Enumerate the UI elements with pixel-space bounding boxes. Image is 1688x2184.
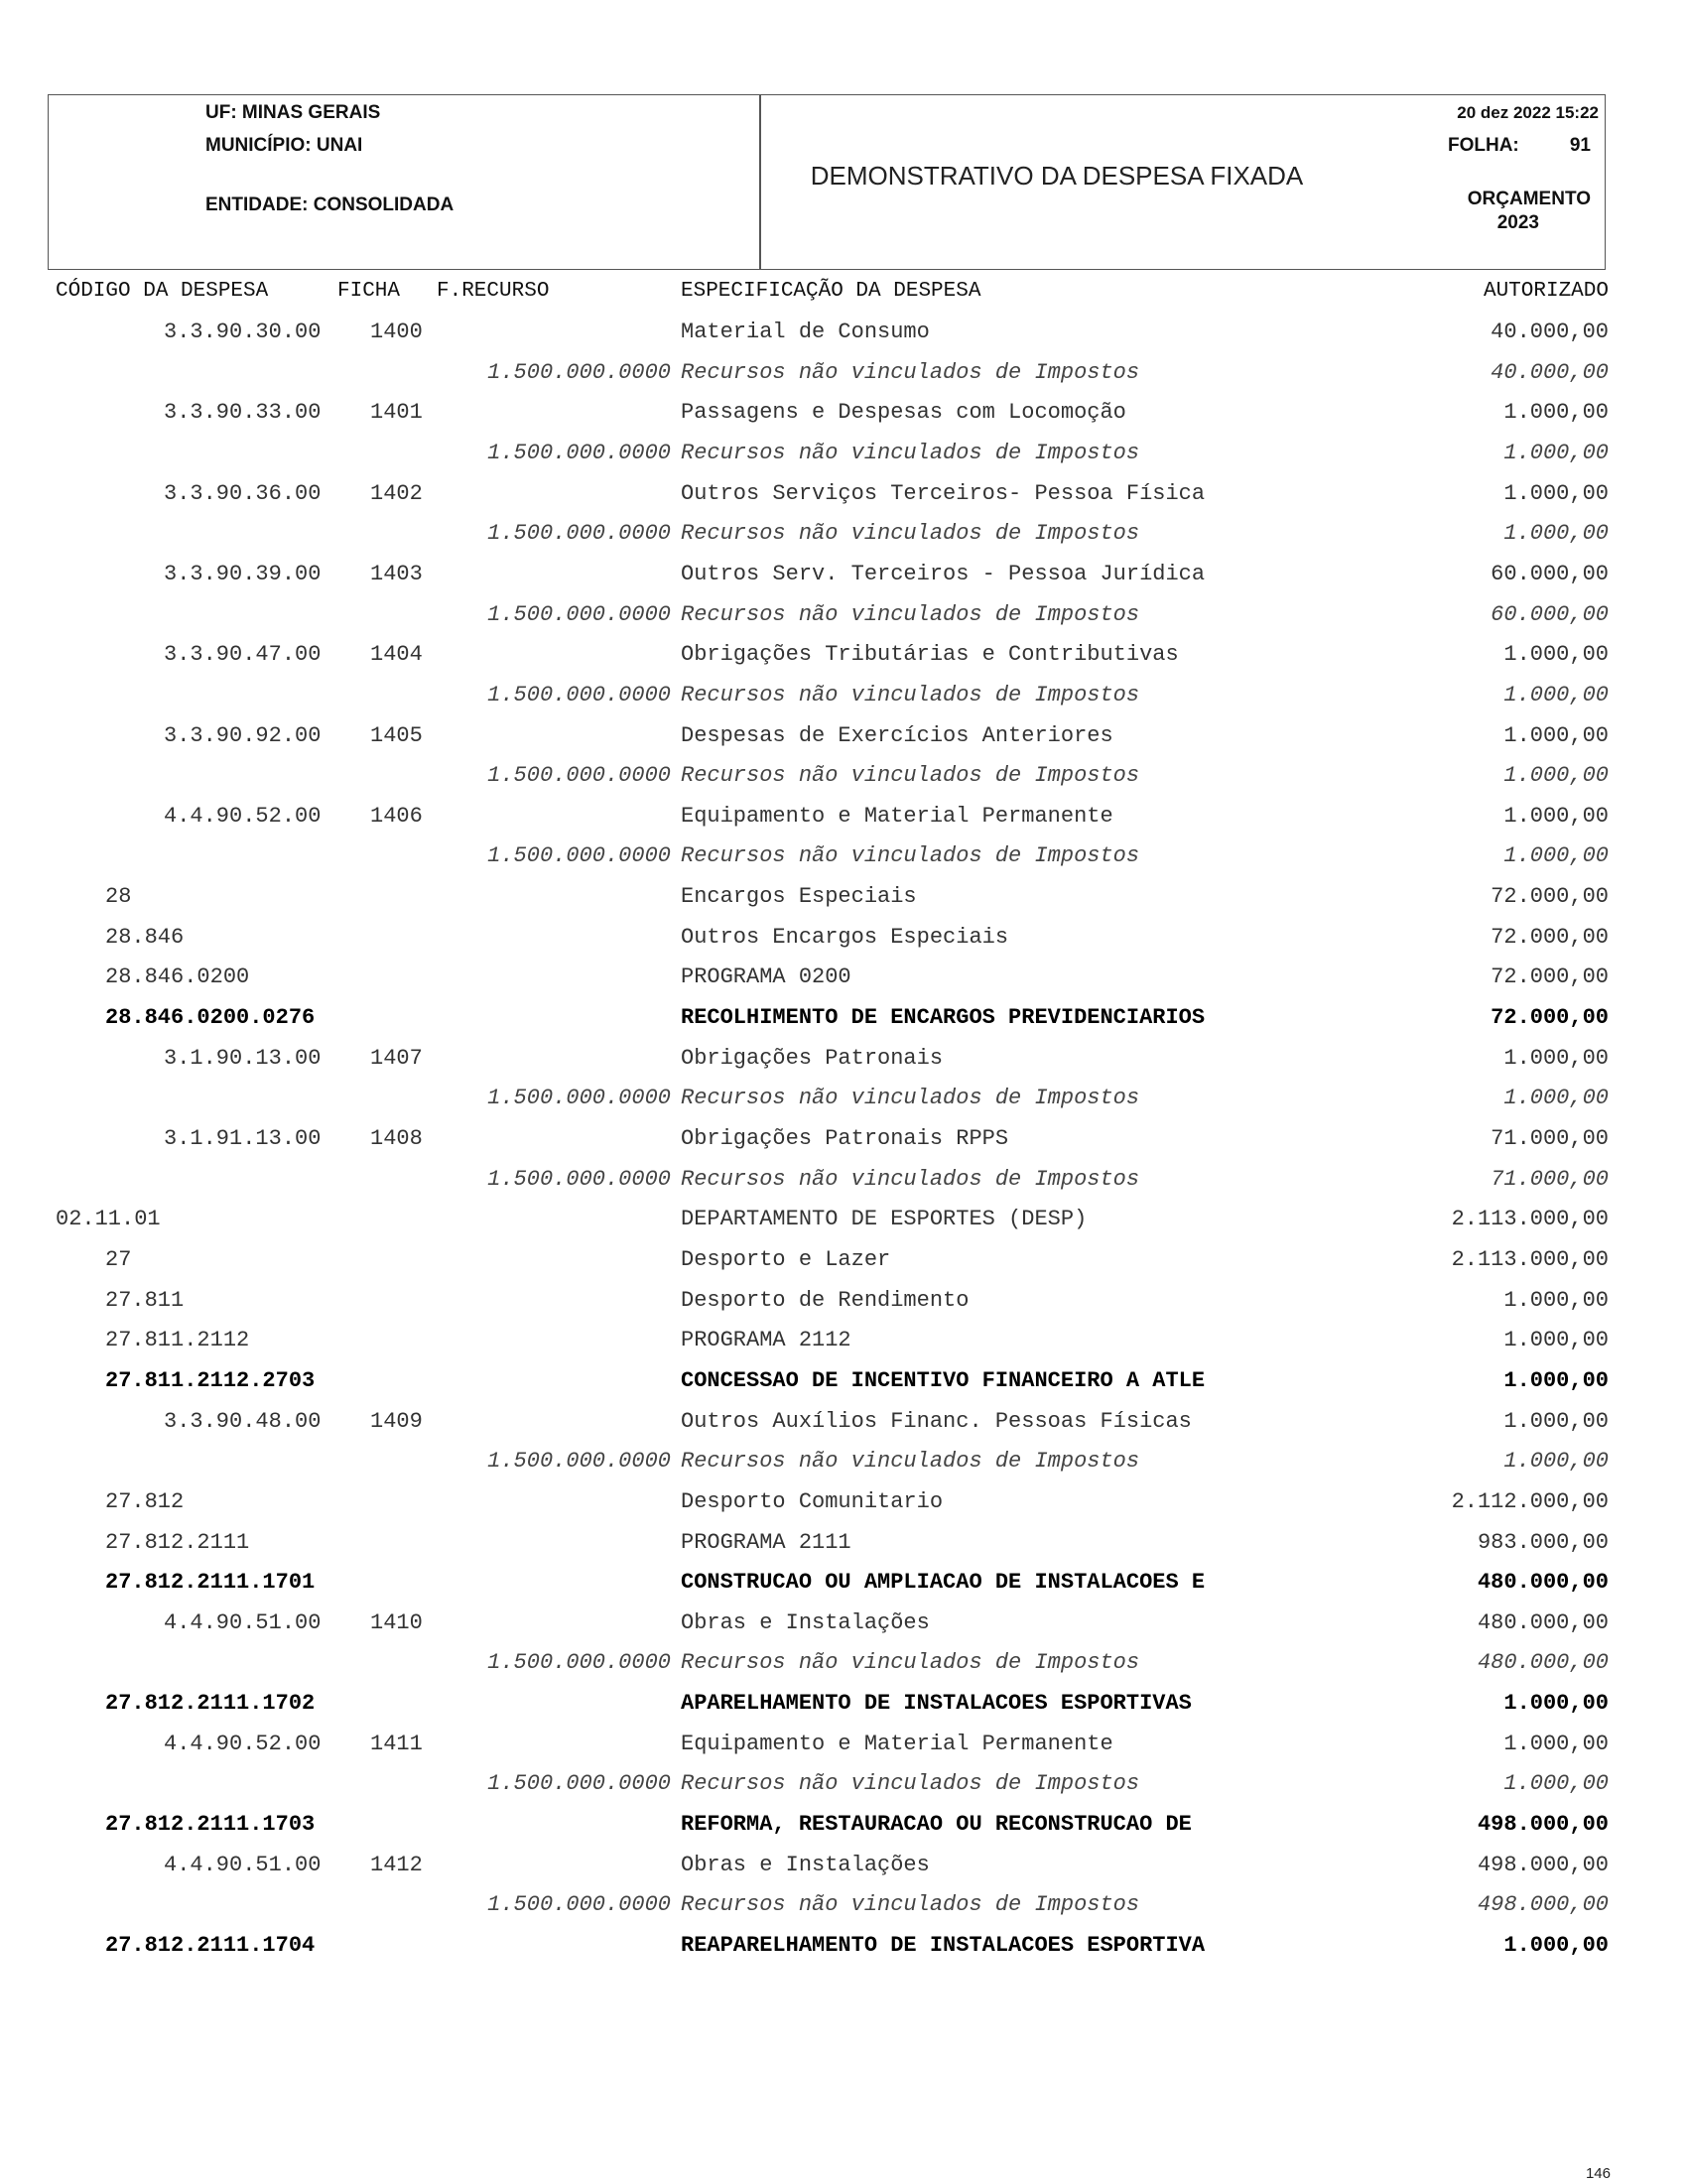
table-row <box>0 964 1688 996</box>
col-especificacao: ESPECIFICAÇÃO DA DESPESA <box>681 280 981 303</box>
row-description: PROGRAMA 2111 <box>681 1530 851 1555</box>
table-row <box>0 441 1688 472</box>
row-code: 4.4.90.51.00 <box>164 1853 322 1877</box>
row-value: 1.000,00 <box>1503 481 1609 506</box>
table-row <box>0 1046 1688 1078</box>
table-row <box>0 804 1688 835</box>
row-value: 480.000,00 <box>1477 1650 1609 1675</box>
row-recurso: 1.500.000.0000 <box>487 1771 671 1796</box>
table-row <box>0 1126 1688 1158</box>
row-value: 480.000,00 <box>1477 1610 1609 1635</box>
row-value: 71.000,00 <box>1491 1167 1609 1192</box>
orcamento-year: 2023 <box>1496 212 1539 233</box>
table-row <box>0 1732 1688 1763</box>
row-code: 27.812.2111.1703 <box>105 1812 316 1837</box>
table-row <box>0 1853 1688 1884</box>
row-value: 2.113.000,00 <box>1451 1207 1609 1231</box>
row-ficha: 1408 <box>370 1126 423 1151</box>
row-recurso: 1.500.000.0000 <box>487 602 671 627</box>
table-row <box>0 1489 1688 1521</box>
row-description: Material de Consumo <box>681 320 930 344</box>
table-row <box>0 1530 1688 1562</box>
row-description: REAPARELHAMENTO DE INSTALACOES ESPORTIVA <box>681 1933 1206 1958</box>
orcamento-label: ORÇAMENTO <box>1467 189 1591 209</box>
table-row <box>0 1328 1688 1359</box>
row-recurso: 1.500.000.0000 <box>487 1892 671 1917</box>
col-recurso: F.RECURSO <box>437 280 550 303</box>
row-description: PROGRAMA 2112 <box>681 1328 851 1352</box>
row-value: 498.000,00 <box>1477 1892 1609 1917</box>
table-row <box>0 521 1688 553</box>
row-description: Desporto e Lazer <box>681 1247 891 1272</box>
report-datetime: 20 dez 2022 15:22 <box>1457 103 1599 122</box>
row-description: Recursos não vinculados de Impostos <box>681 1167 1140 1192</box>
row-description: Recursos não vinculados de Impostos <box>681 1086 1140 1110</box>
row-value: 1.000,00 <box>1503 723 1609 748</box>
row-description: Recursos não vinculados de Impostos <box>681 602 1140 627</box>
row-code: 28.846.0200.0276 <box>105 1005 316 1030</box>
row-value: 983.000,00 <box>1477 1530 1609 1555</box>
row-value: 1.000,00 <box>1503 1046 1609 1071</box>
row-value: 1.000,00 <box>1503 1691 1609 1716</box>
row-value: 1.000,00 <box>1503 1328 1609 1352</box>
col-ficha: FICHA <box>337 280 401 303</box>
row-value: 60.000,00 <box>1491 602 1609 627</box>
folha-value: 91 <box>1569 135 1591 156</box>
row-ficha: 1406 <box>370 804 423 829</box>
row-code: 3.1.91.13.00 <box>164 1126 322 1151</box>
row-value: 1.000,00 <box>1503 1933 1609 1958</box>
row-code: 02.11.01 <box>56 1207 161 1231</box>
row-value: 1.000,00 <box>1503 1288 1609 1313</box>
table-row <box>0 1933 1688 1965</box>
row-value: 71.000,00 <box>1491 1126 1609 1151</box>
row-description: Outros Serv. Terceiros - Pessoa Jurídica <box>681 562 1206 586</box>
row-description: Passagens e Despesas com Locomoção <box>681 400 1126 425</box>
row-recurso: 1.500.000.0000 <box>487 1167 671 1192</box>
row-ficha: 1402 <box>370 481 423 506</box>
row-description: Recursos não vinculados de Impostos <box>681 1771 1140 1796</box>
row-value: 498.000,00 <box>1477 1812 1609 1837</box>
row-recurso: 1.500.000.0000 <box>487 360 671 385</box>
table-row <box>0 723 1688 755</box>
row-description: Desporto Comunitario <box>681 1489 944 1514</box>
row-value: 1.000,00 <box>1503 1732 1609 1756</box>
table-row <box>0 602 1688 634</box>
row-code: 27.812.2111.1704 <box>105 1933 316 1958</box>
row-description: CONCESSAO DE INCENTIVO FINANCEIRO A ATLE <box>681 1368 1206 1393</box>
row-description: Desporto de Rendimento <box>681 1288 970 1313</box>
row-description: REFORMA, RESTAURACAO OU RECONSTRUCAO DE <box>681 1812 1192 1837</box>
row-value: 40.000,00 <box>1491 320 1609 344</box>
entidade-label: ENTIDADE: CONSOLIDADA <box>205 194 454 215</box>
row-ficha: 1407 <box>370 1046 423 1071</box>
row-code: 3.3.90.33.00 <box>164 400 322 425</box>
row-description: Equipamento e Material Permanente <box>681 804 1113 829</box>
row-code: 27 <box>105 1247 132 1272</box>
row-description: Encargos Especiais <box>681 884 917 909</box>
row-value: 40.000,00 <box>1491 360 1609 385</box>
row-description: Recursos não vinculados de Impostos <box>681 441 1140 465</box>
row-value: 480.000,00 <box>1477 1570 1609 1595</box>
table-row <box>0 925 1688 957</box>
row-description: Despesas de Exercícios Anteriores <box>681 723 1113 748</box>
table-row <box>0 1449 1688 1480</box>
row-ficha: 1400 <box>370 320 423 344</box>
row-recurso: 1.500.000.0000 <box>487 763 671 788</box>
row-description: Outros Encargos Especiais <box>681 925 1009 950</box>
row-value: 2.112.000,00 <box>1451 1489 1609 1514</box>
row-description: Outros Auxílios Financ. Pessoas Físicas <box>681 1409 1192 1434</box>
row-description: Obrigações Tributárias e Contributivas <box>681 642 1179 667</box>
row-code: 27.812.2111.1702 <box>105 1691 316 1716</box>
row-description: Obras e Instalações <box>681 1610 930 1635</box>
row-recurso: 1.500.000.0000 <box>487 1086 671 1110</box>
row-ficha: 1405 <box>370 723 423 748</box>
row-value: 1.000,00 <box>1503 1086 1609 1110</box>
row-recurso: 1.500.000.0000 <box>487 441 671 465</box>
table-row <box>0 1812 1688 1844</box>
uf-label: UF: MINAS GERAIS <box>205 102 381 123</box>
table-row <box>0 1650 1688 1682</box>
row-description: CONSTRUCAO OU AMPLIACAO DE INSTALACOES E <box>681 1570 1206 1595</box>
row-code: 4.4.90.52.00 <box>164 1732 322 1756</box>
row-description: RECOLHIMENTO DE ENCARGOS PREVIDENCIARIOS <box>681 1005 1206 1030</box>
row-code: 3.3.90.92.00 <box>164 723 322 748</box>
row-description: Obrigações Patronais RPPS <box>681 1126 1009 1151</box>
column-headers <box>0 280 1688 310</box>
page-number: 146 <box>1585 2165 1611 2182</box>
row-description: Recursos não vinculados de Impostos <box>681 683 1140 707</box>
row-code: 3.3.90.39.00 <box>164 562 322 586</box>
row-code: 28.846 <box>105 925 185 950</box>
row-description: Recursos não vinculados de Impostos <box>681 1449 1140 1474</box>
table-row <box>0 320 1688 351</box>
row-code: 27.812.2111.1701 <box>105 1570 316 1595</box>
table-row <box>0 843 1688 875</box>
table-row <box>0 1207 1688 1238</box>
row-ficha: 1401 <box>370 400 423 425</box>
row-code: 27.812 <box>105 1489 185 1514</box>
row-description: Obras e Instalações <box>681 1853 930 1877</box>
row-recurso: 1.500.000.0000 <box>487 843 671 868</box>
row-value: 72.000,00 <box>1491 964 1609 989</box>
row-code: 28 <box>105 884 132 909</box>
row-description: Recursos não vinculados de Impostos <box>681 843 1140 868</box>
row-value: 498.000,00 <box>1477 1853 1609 1877</box>
row-value: 1.000,00 <box>1503 521 1609 546</box>
table-row <box>0 1570 1688 1602</box>
row-ficha: 1404 <box>370 642 423 667</box>
table-row <box>0 1892 1688 1924</box>
table-row <box>0 683 1688 714</box>
row-recurso: 1.500.000.0000 <box>487 683 671 707</box>
row-value: 1.000,00 <box>1503 642 1609 667</box>
row-value: 72.000,00 <box>1491 1005 1609 1030</box>
row-ficha: 1409 <box>370 1409 423 1434</box>
row-value: 60.000,00 <box>1491 562 1609 586</box>
row-value: 2.113.000,00 <box>1451 1247 1609 1272</box>
row-description: Recursos não vinculados de Impostos <box>681 360 1140 385</box>
table-row <box>0 1691 1688 1723</box>
table-row <box>0 884 1688 916</box>
row-code: 27.811.2112 <box>105 1328 250 1352</box>
row-code: 4.4.90.52.00 <box>164 804 322 829</box>
row-ficha: 1411 <box>370 1732 423 1756</box>
row-value: 1.000,00 <box>1503 1409 1609 1434</box>
row-description: APARELHAMENTO DE INSTALACOES ESPORTIVAS <box>681 1691 1192 1716</box>
table-row <box>0 1610 1688 1642</box>
row-value: 1.000,00 <box>1503 441 1609 465</box>
folha-label: FOLHA: <box>1448 135 1519 156</box>
row-code: 27.811.2112.2703 <box>105 1368 316 1393</box>
report-header <box>48 94 1606 270</box>
table-row <box>0 763 1688 795</box>
table-row <box>0 360 1688 392</box>
row-description: Outros Serviços Terceiros- Pessoa Física <box>681 481 1206 506</box>
row-value: 1.000,00 <box>1503 804 1609 829</box>
row-description: Equipamento e Material Permanente <box>681 1732 1113 1756</box>
row-value: 1.000,00 <box>1503 1449 1609 1474</box>
row-value: 72.000,00 <box>1491 884 1609 909</box>
row-recurso: 1.500.000.0000 <box>487 1449 671 1474</box>
row-description: Recursos não vinculados de Impostos <box>681 763 1140 788</box>
row-ficha: 1412 <box>370 1853 423 1877</box>
row-description: DEPARTAMENTO DE ESPORTES (DESP) <box>681 1207 1088 1231</box>
row-code: 3.3.90.47.00 <box>164 642 322 667</box>
table-row <box>0 481 1688 513</box>
row-code: 3.3.90.36.00 <box>164 481 322 506</box>
row-value: 72.000,00 <box>1491 925 1609 950</box>
table-row <box>0 1005 1688 1037</box>
row-code: 3.3.90.48.00 <box>164 1409 322 1434</box>
row-value: 1.000,00 <box>1503 400 1609 425</box>
table-row <box>0 1771 1688 1803</box>
row-value: 1.000,00 <box>1503 1771 1609 1796</box>
table-row <box>0 1368 1688 1400</box>
col-autorizado: AUTORIZADO <box>1483 280 1609 303</box>
row-description: Obrigações Patronais <box>681 1046 944 1071</box>
row-description: Recursos não vinculados de Impostos <box>681 1892 1140 1917</box>
table-row <box>0 1288 1688 1320</box>
row-value: 1.000,00 <box>1503 763 1609 788</box>
col-codigo: CÓDIGO DA DESPESA <box>56 280 269 303</box>
row-description: Recursos não vinculados de Impostos <box>681 521 1140 546</box>
table-row <box>0 1409 1688 1441</box>
row-code: 27.811 <box>105 1288 185 1313</box>
row-ficha: 1410 <box>370 1610 423 1635</box>
row-code: 3.3.90.30.00 <box>164 320 322 344</box>
table-row <box>0 642 1688 674</box>
row-code: 4.4.90.51.00 <box>164 1610 322 1635</box>
row-value: 1.000,00 <box>1503 683 1609 707</box>
row-recurso: 1.500.000.0000 <box>487 521 671 546</box>
row-description: Recursos não vinculados de Impostos <box>681 1650 1140 1675</box>
table-row <box>0 1167 1688 1199</box>
row-code: 3.1.90.13.00 <box>164 1046 322 1071</box>
report-title: DEMONSTRATIVO DA DESPESA FIXADA <box>810 161 1304 191</box>
table-row <box>0 1086 1688 1117</box>
row-ficha: 1403 <box>370 562 423 586</box>
municipio-label: MUNICÍPIO: UNAI <box>205 135 363 156</box>
table-row <box>0 1247 1688 1279</box>
row-code: 27.812.2111 <box>105 1530 250 1555</box>
table-row <box>0 562 1688 593</box>
row-recurso: 1.500.000.0000 <box>487 1650 671 1675</box>
table-row <box>0 400 1688 432</box>
row-code: 28.846.0200 <box>105 964 250 989</box>
row-value: 1.000,00 <box>1503 843 1609 868</box>
row-value: 1.000,00 <box>1503 1368 1609 1393</box>
row-description: PROGRAMA 0200 <box>681 964 851 989</box>
